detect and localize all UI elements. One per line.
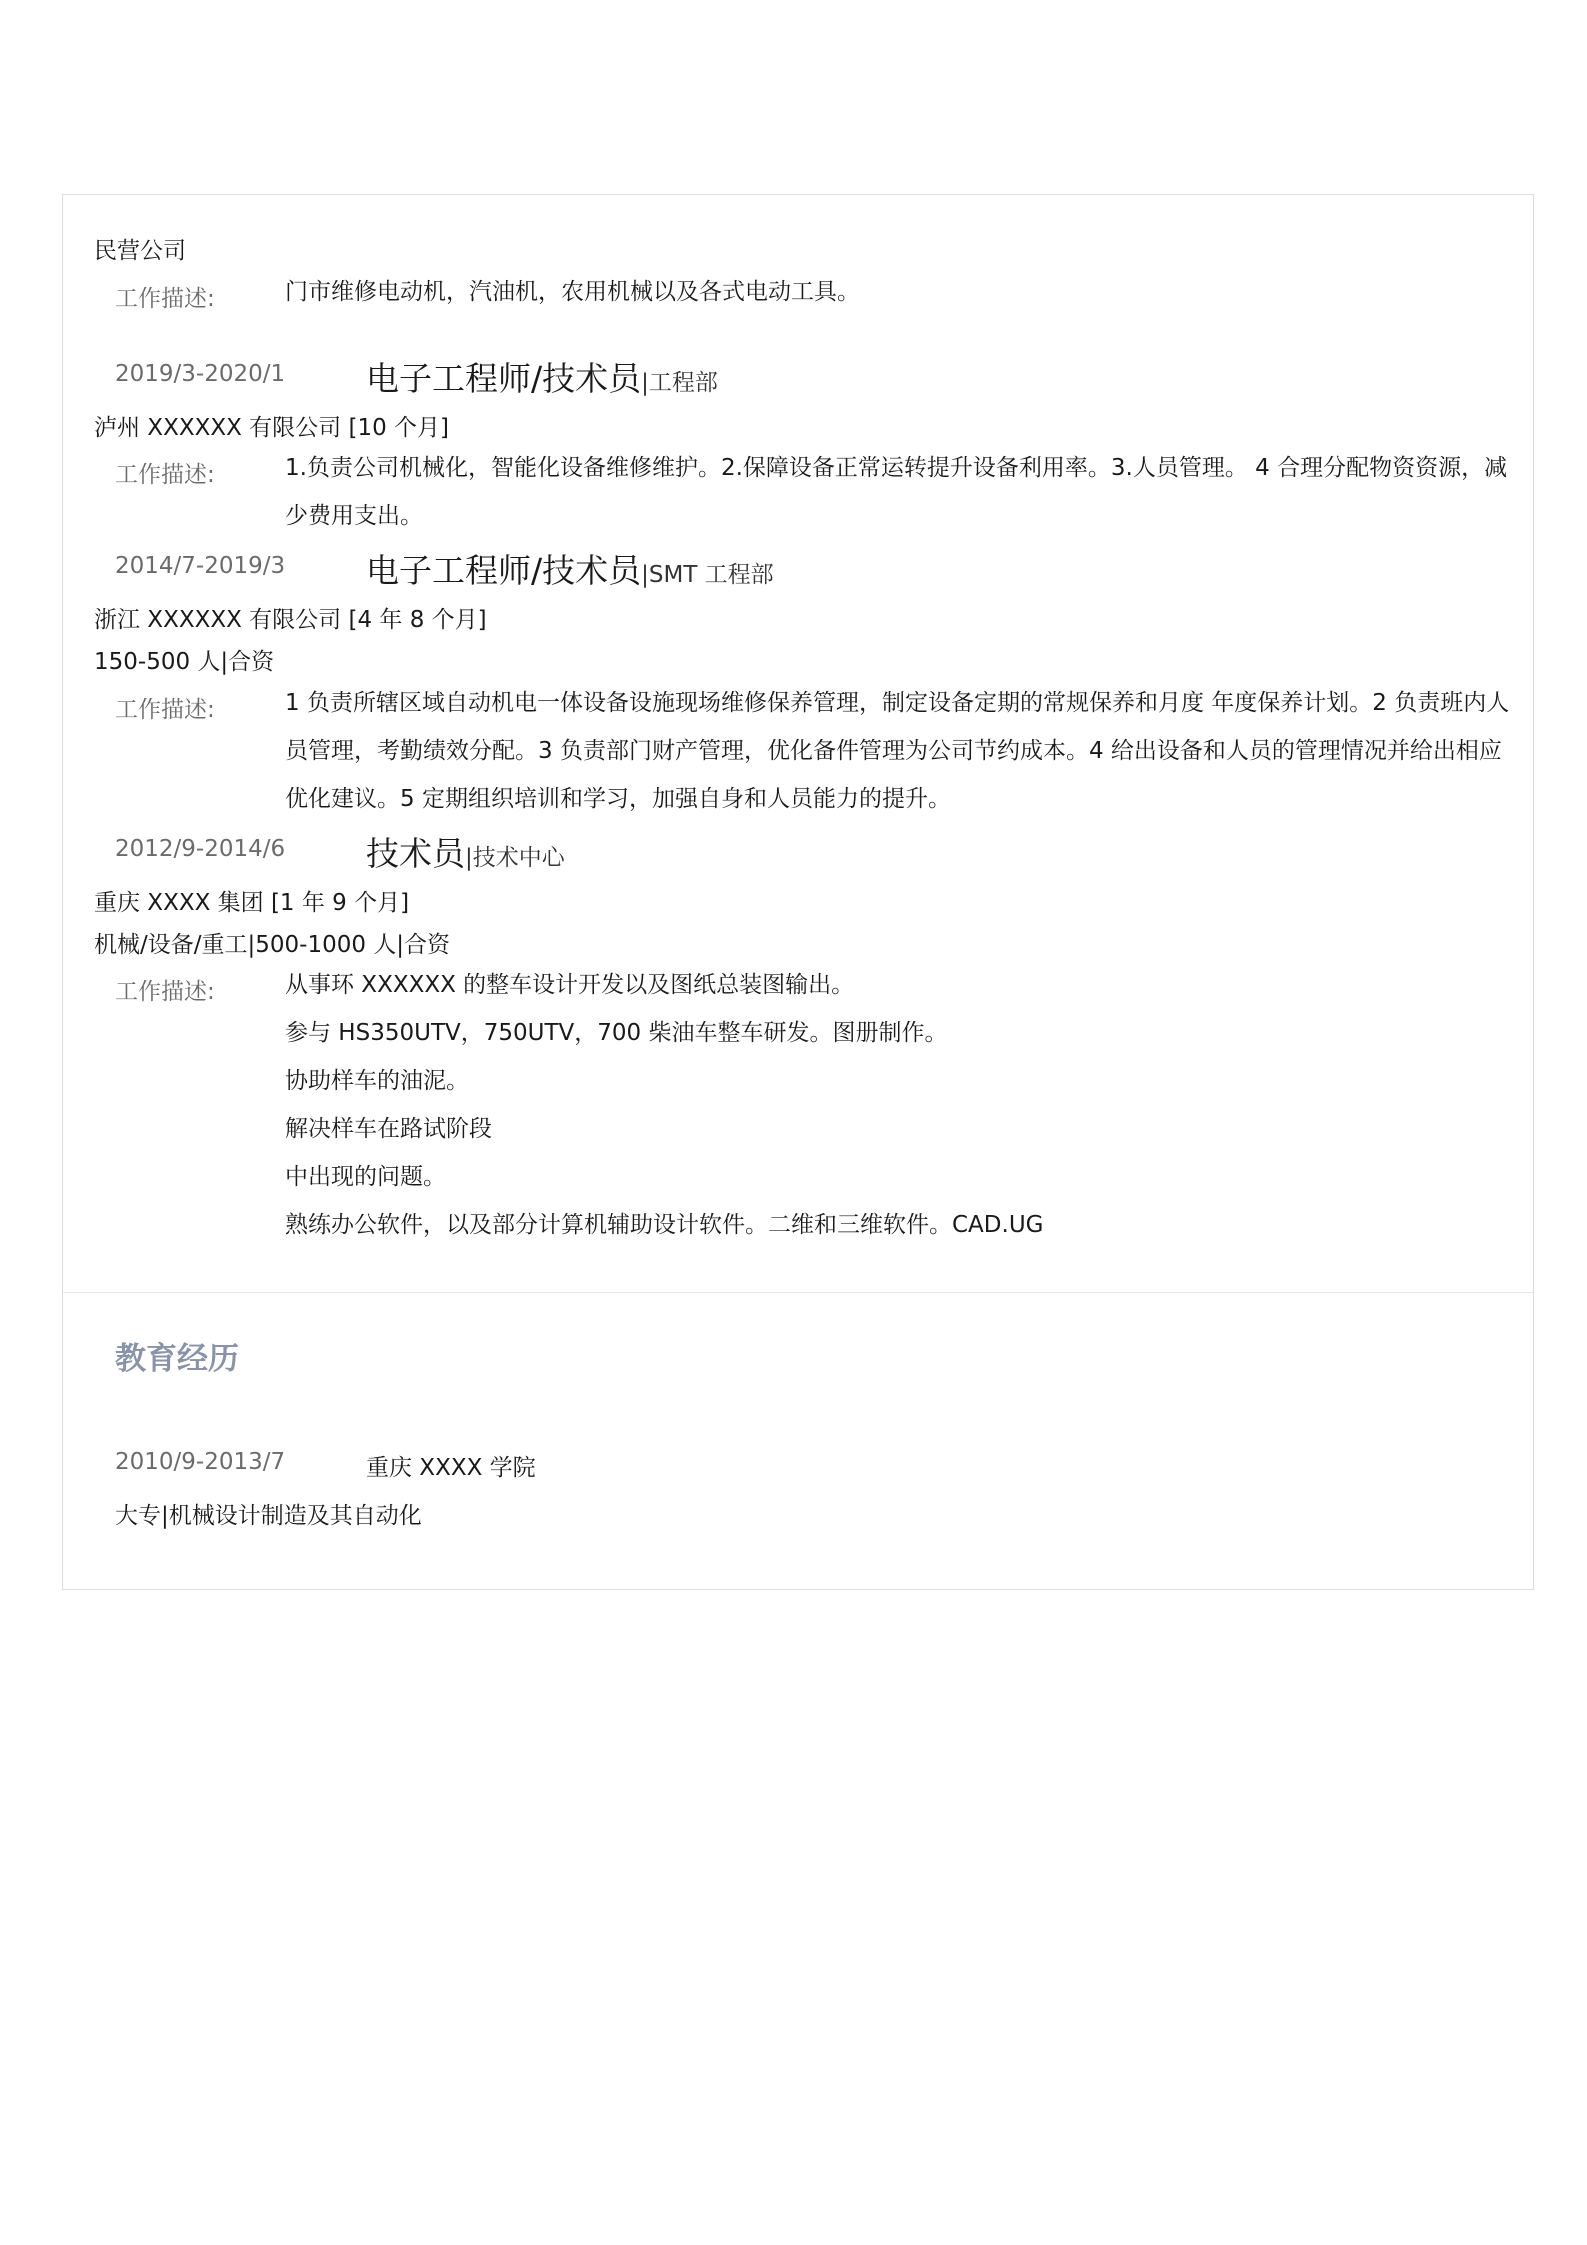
job-date: 2012/9-2014/6 [115,836,286,862]
education-school: 重庆 XXXX 学院 [366,1455,536,1481]
education-date: 2010/9-2013/7 [115,1449,286,1475]
resume-card [62,194,1534,1590]
job-company: 重庆 XXXX 集团 [1 年 9 个月] [94,890,410,916]
job-desc-label: 工作描述: [115,286,215,312]
job-title-line [366,545,774,592]
job-company-info: 机械/设备/重工|500-1000 人|合资 [94,932,451,958]
job-company: 民营公司 [94,238,186,264]
job-company: 浙江 XXXXXX 有限公司 [4 年 8 个月] [94,607,487,633]
job-title: 技术员 [366,834,465,873]
job-desc-line: 解决样车在路试阶段 [285,1116,492,1142]
job-dept: |SMT 工程部 [641,562,774,588]
job-desc: 1.负责公司机械化，智能化设备维修维护。2.保障设备正常运转提升设备利用率。3.人员管理。 4 合理分配物资资源，减少费用支出。 [285,455,1508,529]
job-desc-line: 中出现的问题。 [285,1164,446,1190]
job-title: 电子工程师/技术员 [366,551,642,590]
job-desc-line: 熟练办公软件，以及部分计算机辅助设计软件。二维和三维软件。CAD.UG [285,1212,1044,1238]
job-desc: 1 负责所辖区域自动机电一体设备设施现场维修保养管理，制定设备定期的常规保养和月度 年度保养计划。2 负责班内人员管理，考勤绩效分配。3 负责部门财产管理，优化备件管理为公司节约成本。4 给出设备和人员的管理情况并给出相应优化建议。5 定期组织培训和学习，加强自身和人员能力的提升。 [285,690,1510,812]
job-desc-line: 参与 HS350UTV，750UTV，700 柴油车整车研发。图册制作。 [285,1020,948,1046]
job-desc-label: 工作描述: [115,462,215,488]
job-title: 电子工程师/技术员 [366,359,642,398]
section-divider [63,1292,1533,1293]
job-dept: |技术中心 [465,845,565,871]
job-desc-line: 协助样车的油泥。 [285,1068,469,1094]
education-degree: 大专|机械设计制造及其自动化 [115,1503,422,1529]
job-dept: |工程部 [641,370,718,396]
job-desc-label: 工作描述: [115,697,215,723]
job-desc-line: 从事环 XXXXXX 的整车设计开发以及图纸总装图输出。 [285,972,855,998]
job-company: 泸州 XXXXXX 有限公司 [10 个月] [94,415,449,441]
job-desc-line: 门市维修电动机，汽油机，农用机械以及各式电动工具。 [285,279,860,305]
job-title-line [366,828,565,875]
education-section-title: 教育经历 [115,1341,239,1377]
job-date: 2019/3-2020/1 [115,361,286,387]
job-desc-label: 工作描述: [115,979,215,1005]
job-date: 2014/7-2019/3 [115,553,286,579]
job-company-info: 150-500 人|合资 [94,649,275,675]
job-title-line [366,353,718,400]
